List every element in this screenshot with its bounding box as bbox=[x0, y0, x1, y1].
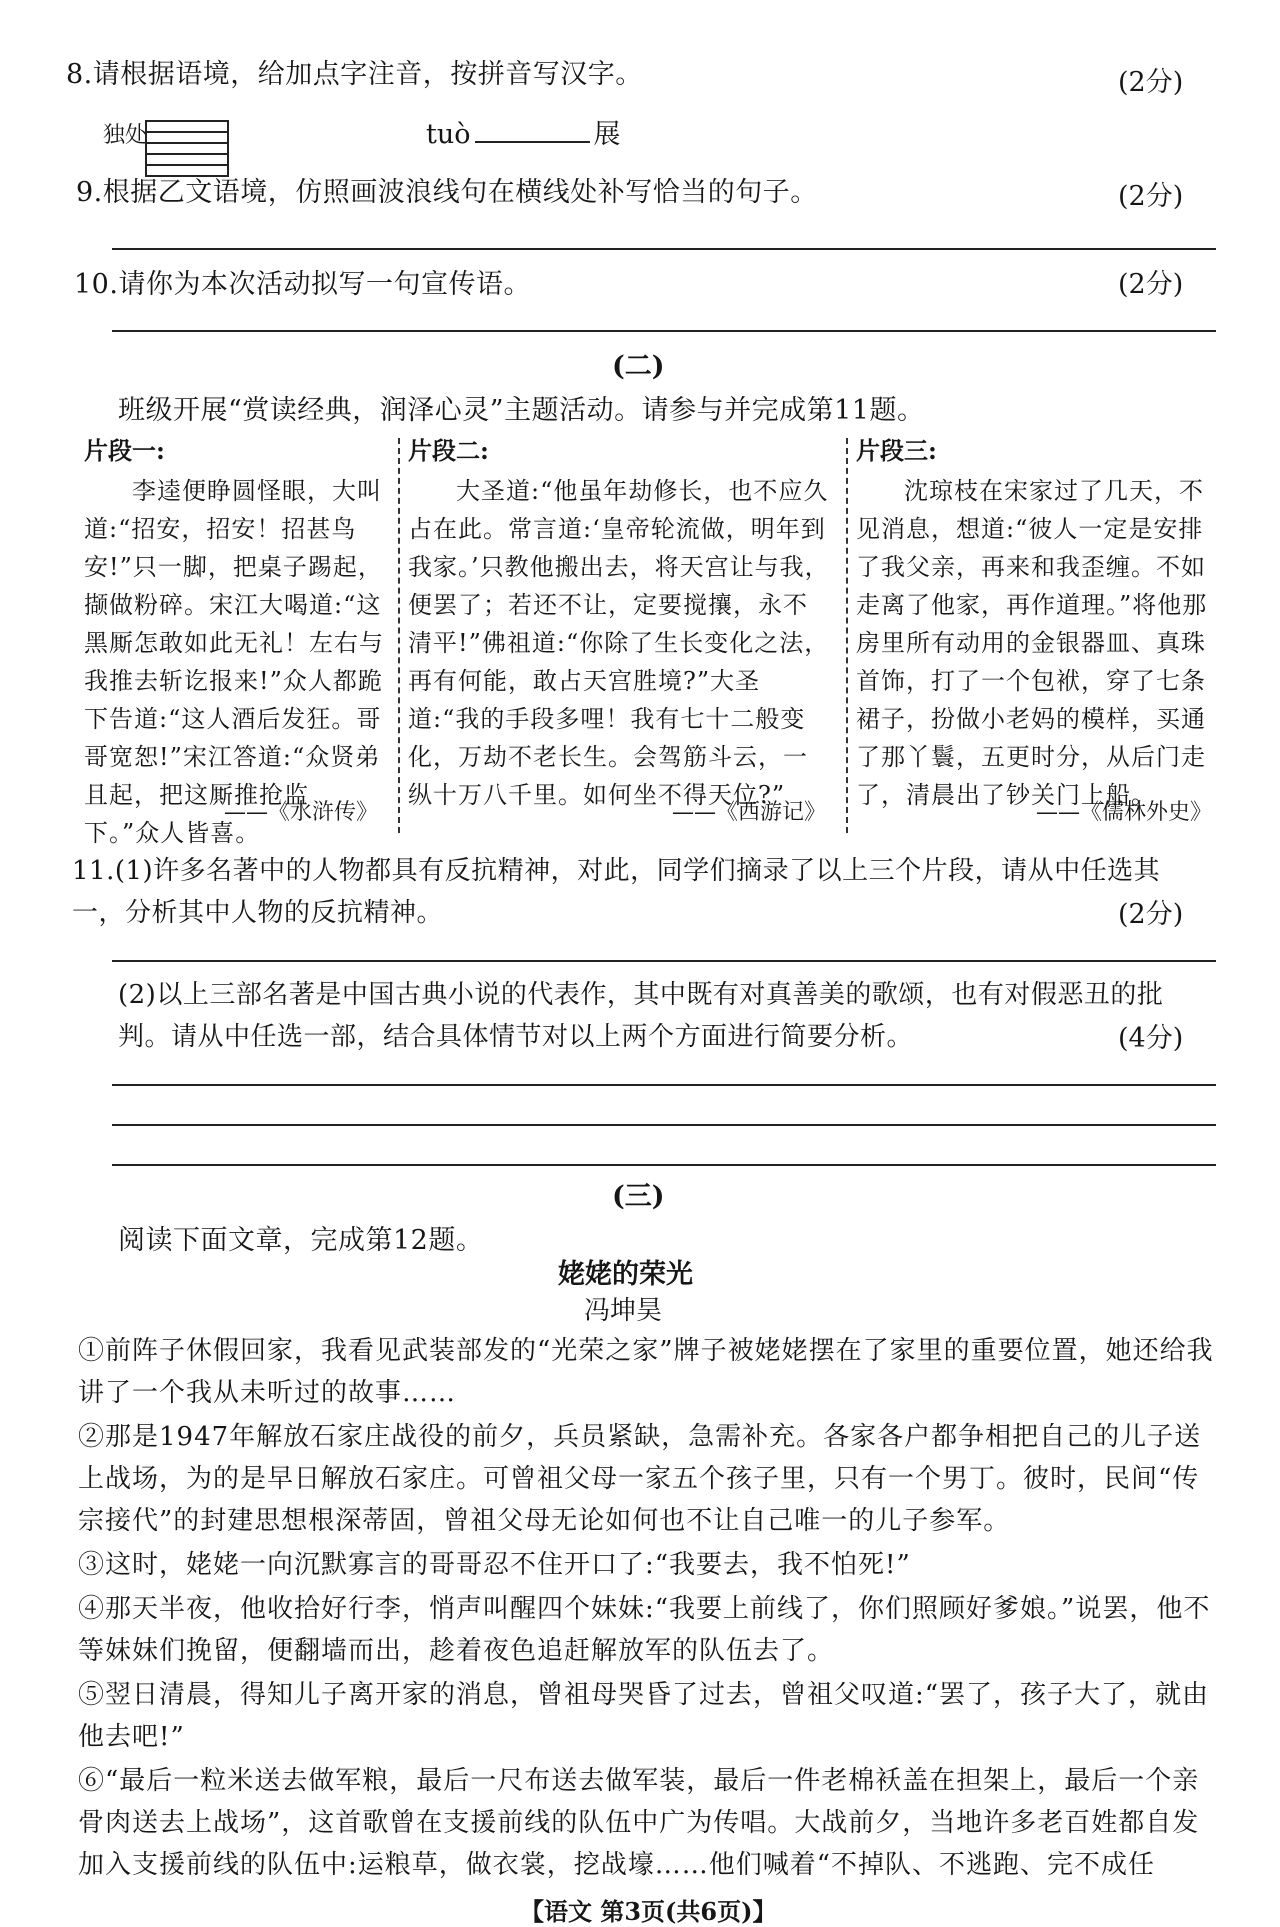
answer-line bbox=[112, 1164, 1216, 1166]
fragment-columns bbox=[78, 432, 1218, 847]
section-title: (二) bbox=[612, 351, 665, 382]
tianzige-box bbox=[145, 120, 229, 177]
answer-line bbox=[112, 1084, 1216, 1086]
q8-pinyin-line bbox=[426, 112, 621, 151]
q10-score: (2分) bbox=[1118, 269, 1184, 300]
answer-line bbox=[112, 248, 1216, 250]
q8-score: (2分) bbox=[1118, 67, 1184, 98]
fragment-title: 片段二: bbox=[408, 436, 489, 465]
q11-2-line2: 判。请从中任选一部，结合具体情节对以上两个方面进行简要分析。 bbox=[118, 1022, 914, 1052]
fragment-body: 李逵便睁圆怪眼，大叫道:“招安，招安！招甚鸟安!”只一脚，把桌子踢起，撷做粉碎。宋江大喝道:“这黑厮怎敢如此无礼！左右与我推去斩讫报来!”众人都跪下告道:“这人酒后发狂。哥哥宽恕!”宋江答道:“众贤弟且起，把这厮推抢监下。”众人皆喜。 bbox=[84, 477, 384, 847]
q11-1-line1: 11.(1)许多名著中的人物都具有反抗精神，对此，同学们摘录了以上三个片段，请从中任选其 bbox=[72, 856, 1161, 886]
q11-1-score: (2分) bbox=[1118, 899, 1184, 930]
answer-line bbox=[112, 960, 1216, 962]
fragment-title: 片段三: bbox=[856, 436, 937, 465]
fragment-source: ——《西游记》 bbox=[671, 800, 826, 825]
q11-1-line2: 一，分析其中人物的反抗精神。 bbox=[72, 898, 444, 928]
q8-word2: 展 bbox=[593, 119, 621, 150]
article-title: 姥姥的荣光 bbox=[558, 1259, 693, 1290]
q8-text: 8.请根据语境，给加点字注音，按拼音写汉字。 bbox=[66, 59, 643, 90]
article-body bbox=[78, 1330, 1218, 1888]
q9-score: (2分) bbox=[1118, 181, 1184, 212]
section-intro: 阅读下面文章，完成第12题。 bbox=[118, 1225, 484, 1256]
answer-blank[interactable] bbox=[475, 141, 590, 143]
article-paragraph: ⑤翌日清晨，得知儿子离开家的消息，曾祖母哭昏了过去，曾祖父叹道:“罢了，孩子大了，就由他去吧!” bbox=[78, 1680, 1210, 1752]
q9-text: 9.根据乙文语境，仿照画波浪线句在横线处补写恰当的句子。 bbox=[76, 177, 818, 208]
q8-word1: 独处 bbox=[103, 123, 148, 148]
q11-2-line1: (2)以上三部名著是中国古典小说的代表作，其中既有对真善美的歌颂，也有对假恶丑的批 bbox=[118, 980, 1164, 1010]
q8-pinyin: tuò bbox=[426, 119, 471, 150]
section-intro: 班级开展“赏读经典，润泽心灵”主题活动。请参与并完成第11题。 bbox=[118, 395, 925, 426]
fragment-3 bbox=[856, 432, 1218, 832]
fragment-source: ——《儒林外史》 bbox=[1035, 800, 1212, 825]
article-paragraph: ②那是1947年解放石家庄战役的前夕，兵员紧缺，急需补充。各家各户都争相把自己的儿子送上战场，为的是早日解放石家庄。可曾祖父母一家五个孩子里，只有一个男丁。彼时，民间“传宗接代”的封建思想根深蒂固，曾祖父母无论如何也不让自己唯一的儿子参军。 bbox=[78, 1422, 1202, 1536]
answer-line bbox=[112, 1124, 1216, 1126]
article-paragraph: ③这时，姥姥一向沉默寡言的哥哥忍不住开口了:“我要去，我不怕死!” bbox=[78, 1550, 911, 1580]
article-paragraph: ①前阵子休假回家，我看见武装部发的“光荣之家”牌子被姥姥摆在了家里的重要位置，她还给我讲了一个我从未听过的故事…… bbox=[78, 1336, 1214, 1408]
page-footer: 【语文 第3页(共6页)】 bbox=[520, 1897, 777, 1926]
section-title: (三) bbox=[612, 1181, 665, 1212]
article-paragraph: ⑥“最后一粒米送去做军粮，最后一尺布送去做军装，最后一件老棉袄盖在担架上，最后一个亲骨肉送去上战场”，这首歌曾在支援前线的队伍中广为传唱。大战前夕，当地许多老百姓都自发加入支援前线的队伍中:运粮草，做衣裳，挖战壕……他们喊着“不掉队、不逃跑、完不成任 bbox=[78, 1766, 1200, 1880]
article-author: 冯坤昊 bbox=[584, 1296, 663, 1326]
fragment-source: ——《水浒传》 bbox=[223, 800, 378, 825]
q10-text: 10.请你为本次活动拟写一句宣传语。 bbox=[74, 269, 531, 300]
fragment-body: 大圣道:“他虽年劫修长，也不应久占在此。常言道:‘皇帝轮流做，明年到我家。’只教他搬出去，将天宫让与我，便罢了；若还不让，定要搅攘，永不清平!”佛祖道:“你除了生长变化之法，再有何能，敢占天宫胜境?”大圣道:“我的手段多哩！我有七十二般变化，万劫不老长生。会驾筋斗云，一纵十万八千里。如何坐不得天位?” bbox=[408, 477, 830, 809]
fragment-title: 片段一: bbox=[84, 436, 165, 465]
q11-2-score: (4分) bbox=[1118, 1023, 1184, 1054]
fragment-1 bbox=[84, 432, 384, 847]
answer-line bbox=[112, 330, 1216, 332]
article-paragraph: ④那天半夜，他收拾好行李，悄声叫醒四个妹妹:“我要上前线了，你们照顾好爹娘。”说罢，他不等妹妹们挽留，便翻墙而出，趁着夜色追赶解放军的队伍去了。 bbox=[78, 1594, 1211, 1666]
fragment-body: 沈琼枝在宋家过了几天，不见消息，想道:“彼人一定是安排了我父亲，再来和我歪缠。不如走离了他家，再作道理。”将他那房里所有动用的金银器皿、真珠首饰，打了一个包袱，穿了七条裙子，扮做小老妈的模样，买通了那丫鬟，五更时分，从后门走了，清晨出了钞关门上船。 bbox=[856, 477, 1208, 809]
fragment-2 bbox=[408, 432, 832, 832]
